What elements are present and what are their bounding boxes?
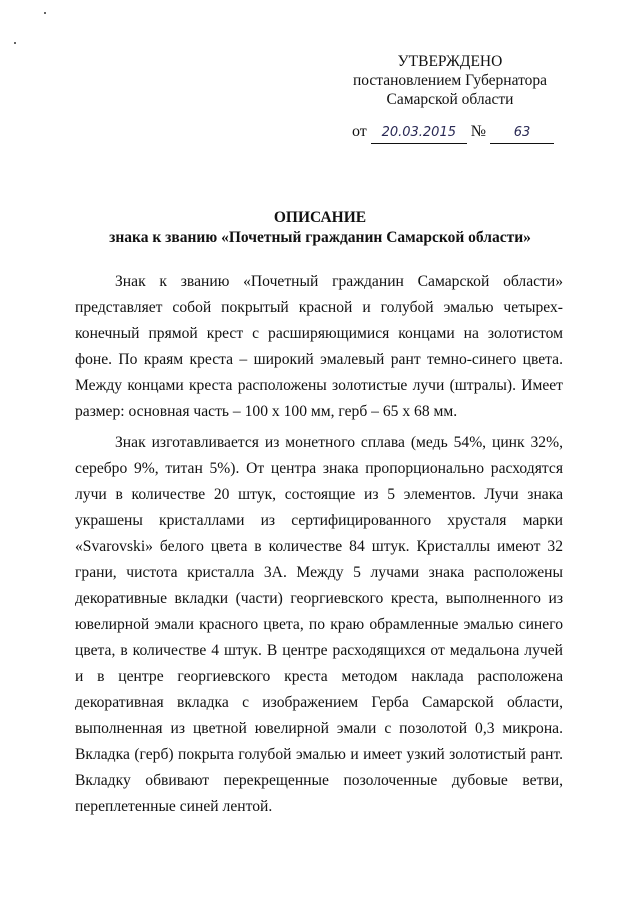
scan-speck: [44, 12, 46, 14]
document-heading: [80, 208, 560, 248]
order-number: 63: [490, 123, 554, 144]
order-line: [352, 122, 554, 144]
document-title: ОПИСАНИЕ: [273, 209, 367, 226]
approval-region: Самарской области: [386, 91, 514, 108]
document-subtitle: знака к званию «Почетный гражданин Самарской области»: [109, 229, 531, 246]
order-number-label: №: [470, 123, 487, 140]
document-body: [75, 269, 563, 825]
approval-title: УТВЕРЖДЕНО: [397, 53, 503, 70]
approval-block: [340, 52, 560, 109]
approval-decree: постановлением Губернатора: [352, 72, 548, 89]
order-date: 20.03.2015: [371, 123, 467, 144]
paragraph: Знак к званию «Почетный гражданин Самарской области» представляет собой покрытый красной и голубой эмалью четырех-конечный прямой крест с расширяющимися концами на золотистом фоне. По краям креста – широкий эмалевый рант темно-синего цвета. Между концами креста расположены золотистые лучи (штралы). Имеет размер: основная часть – 100 х 100 мм, герб – 65 х 68 мм.: [75, 273, 563, 420]
scan-speck: [14, 42, 16, 44]
order-from-label: от: [352, 123, 367, 140]
paragraph: Знак изготавливается из монетного сплава (медь 54%, цинк 32%, серебро 9%, титан 5%). От центра знака пропорционально расходятся лучи в количестве 20 штук, состоящие из 5 элементов. Лучи знака украшены кристаллами из сертифицированного хрусталя марки «Svarovski» белого цвета в количестве 84 штук. Кристаллы имеют 32 грани, чистота кристалла 3А. Между 5 лучами знака расположены декоративные вкладки (части) георгиевского креста, выполненного из ювелирной эмали красного цвета, по краю обрамленные эмалью синего цвета, в количестве 4 штук. В центре расходящихся от медальона лучей и в центре георгиевского креста методом наклада расположена декоративная вкладка с изображением Герба Самарской области, выполненная из цветной ювелирной эмали с позолотой 0,3 микрона. Вкладка (герб) покрыта голубой эмалью и имеет узкий золотистый рант. Вкладку обвивают перекрещенные позолоченные дубовые ветви, переплетенные синей лентой.: [75, 434, 563, 815]
